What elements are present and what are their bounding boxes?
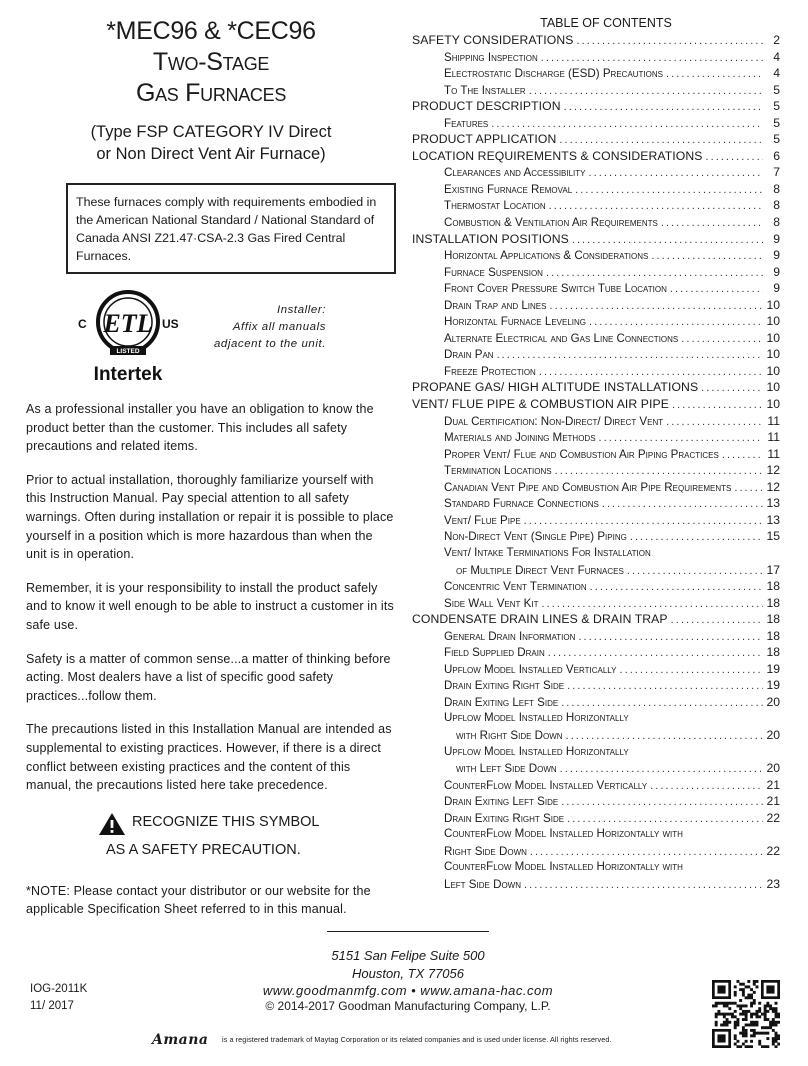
toc-entry[interactable] xyxy=(412,347,780,364)
toc-entry-page: 21 xyxy=(766,794,780,809)
intro-paragraph: Remember, it is your responsibility to install the product safely and to know it well enough to be able to instruct a customer in its safe use. xyxy=(26,580,394,632)
toc-dot-leader xyxy=(630,531,763,543)
address-line-2: Houston, TX 77056 xyxy=(351,966,465,981)
recognize-line-2: AS A SAFETY PRECAUTION. xyxy=(106,841,301,858)
toc-dot-leader xyxy=(589,316,763,328)
toc-entry-page: 9 xyxy=(773,281,780,296)
qr-code-icon[interactable] xyxy=(712,980,780,1048)
toc-entry-label: To The Installer xyxy=(444,83,526,97)
toc-entry-label: Materials and Joining Methods xyxy=(444,431,596,445)
toc-entry-label: Horizontal Furnace Leveling xyxy=(444,315,586,329)
toc-entry-page: 9 xyxy=(773,248,780,263)
toc-entry-label: Drain Exiting Right Side xyxy=(444,679,565,693)
toc-entry[interactable] xyxy=(412,711,780,728)
toc-entry[interactable] xyxy=(412,579,780,596)
toc-entry-label: Field Supplied Drain xyxy=(444,646,545,660)
table-of-contents xyxy=(412,16,780,893)
safety-symbol-notice xyxy=(26,810,396,866)
trademark-notice: is a registered trademark of Maytag Corporation or its related companies and is used under license. All rights reserved. xyxy=(222,1035,612,1044)
toc-entry[interactable] xyxy=(412,265,780,282)
toc-entry[interactable] xyxy=(412,83,780,100)
installer-note xyxy=(214,302,326,353)
toc-entry-page: 5 xyxy=(773,115,780,130)
toc-entry-label: SAFETY CONSIDERATIONS xyxy=(412,33,574,47)
toc-entry-page: 18 xyxy=(766,645,780,660)
toc-dot-leader xyxy=(559,134,763,146)
toc-entry-label: PRODUCT DESCRIPTION xyxy=(412,99,561,114)
toc-entry-page: 6 xyxy=(773,148,780,163)
toc-dot-leader xyxy=(491,118,763,130)
document-id xyxy=(30,981,87,1015)
toc-entry-label: with Left Side Down xyxy=(456,762,557,776)
toc-entry-label: Standard Furnace Connections xyxy=(444,497,599,511)
toc-entry-page: 4 xyxy=(773,49,780,64)
toc-dot-leader xyxy=(497,349,763,361)
toc-entry-label: Side Wall Vent Kit xyxy=(444,596,539,610)
toc-dot-leader xyxy=(567,813,763,825)
toc-entry-page: 10 xyxy=(766,363,780,378)
toc-entry[interactable] xyxy=(412,546,780,563)
toc-entry-label: CounterFlow Model Installed Vertically xyxy=(444,778,648,792)
toc-entry-page: 10 xyxy=(766,314,780,329)
intro-text xyxy=(26,400,396,795)
toc-entry[interactable] xyxy=(412,596,780,613)
toc-entry-label: Concentric Vent Termination xyxy=(444,580,587,594)
toc-dot-leader xyxy=(576,35,763,47)
toc-entry[interactable] xyxy=(412,331,780,348)
toc-entry[interactable] xyxy=(412,430,780,447)
toc-entry-page: 9 xyxy=(773,264,780,279)
compliance-box: These furnaces comply with requirements embodied in the American National Standard / National Standard of Canada ANSI Z21.47·CSA-2.3 Gas Fired Central Furnaces. xyxy=(66,183,396,274)
toc-entry-label: Horizontal Applications & Considerations xyxy=(444,249,649,263)
toc-entry-label: Dual Certification: Non-Direct/ Direct Vent xyxy=(444,414,664,428)
intertek-brand: Intertek xyxy=(93,364,163,384)
toc-entry-page: 21 xyxy=(766,777,780,792)
toc-entry-label: PROPANE GAS/ HIGH ALTITUDE INSTALLATIONS xyxy=(412,380,699,395)
toc-entry-page: 13 xyxy=(766,512,780,527)
toc-entry[interactable] xyxy=(412,232,780,249)
toc-entry[interactable] xyxy=(412,215,780,232)
toc-entry-label: Combustion & Ventilation Air Requirements xyxy=(444,216,658,230)
toc-dot-leader xyxy=(619,664,763,676)
toc-entry[interactable] xyxy=(412,182,780,199)
toc-entry-label: PRODUCT APPLICATION xyxy=(412,132,557,147)
toc-entry-label: CounterFlow Model Installed Horizontally with xyxy=(444,827,683,841)
toc-entry-label: Front Cover Pressure Switch Tube Location xyxy=(444,282,667,296)
toc-dot-leader xyxy=(705,151,763,163)
installer-line: Affix all manuals xyxy=(232,321,326,333)
toc-entry-label: CONDENSATE DRAIN LINES & DRAIN TRAP xyxy=(412,612,668,627)
toc-entry-label: Drain Pan xyxy=(444,348,494,362)
left-column xyxy=(26,16,396,919)
toc-dot-leader xyxy=(590,581,763,593)
toc-entry-page: 17 xyxy=(766,562,780,577)
toc-dot-leader xyxy=(549,200,763,212)
intro-paragraph: The precautions listed in this Installation Manual are intended as supplemental to existing practices. However, if there is a direct conflict between existing practices and the content of this manual, the precautions listed here take precedence. xyxy=(26,722,392,793)
toc-entry-page: 12 xyxy=(766,479,780,494)
toc-entry[interactable] xyxy=(412,33,780,50)
toc-dot-leader xyxy=(561,796,763,808)
toc-entry-label: Alternate Electrical and Gas Line Connections xyxy=(444,331,679,345)
copyright: © 2014-2017 Goodman Manufacturing Company, L.P. xyxy=(265,999,551,1013)
toc-entry-label: Drain Exiting Left Side xyxy=(444,795,559,809)
intro-paragraph: As a professional installer you have an obligation to know the product better than the customer. This includes all safety precautions and related items. xyxy=(26,402,374,454)
toc-entry[interactable] xyxy=(412,99,780,116)
toc-entry[interactable] xyxy=(412,298,780,315)
doc-date: 11/ 2017 xyxy=(30,1000,74,1012)
toc-entry-label: Shipping Inspection xyxy=(444,50,538,64)
toc-dot-leader xyxy=(651,250,763,262)
toc-dot-leader xyxy=(541,52,763,64)
toc-dot-leader xyxy=(681,333,763,345)
toc-entry-label: Features xyxy=(444,116,489,130)
toc-dot-leader xyxy=(529,85,763,97)
toc-entry[interactable] xyxy=(412,529,780,546)
toc-entry-label: Left Side Down xyxy=(444,877,521,891)
toc-entry[interactable] xyxy=(412,248,780,265)
toc-entry-page: 20 xyxy=(766,761,780,776)
toc-entry-label: CounterFlow Model Installed Horizontally with xyxy=(444,860,683,874)
toc-dot-leader xyxy=(572,234,763,246)
toc-entry-label: Drain Trap and Lines xyxy=(444,298,547,312)
toc-dot-leader xyxy=(666,416,763,428)
title-line-2: Two-Stage xyxy=(152,48,270,76)
toc-entry-label: Furnace Suspension xyxy=(444,265,543,279)
toc-entry[interactable] xyxy=(412,728,780,745)
toc-entry-page: 11 xyxy=(767,413,780,428)
toc-entry[interactable] xyxy=(412,629,780,646)
toc-entry-page: 19 xyxy=(766,678,780,693)
toc-entry[interactable] xyxy=(412,513,780,530)
toc-entry-page: 8 xyxy=(773,198,780,213)
toc-entry-page: 12 xyxy=(766,463,780,478)
toc-dot-leader xyxy=(734,482,763,494)
toc-entry-label: Upflow Model Installed Vertically xyxy=(444,662,617,676)
toc-entry[interactable] xyxy=(412,496,780,513)
toc-entry-label: Right Side Down xyxy=(444,844,527,858)
toc-dot-leader xyxy=(560,763,763,775)
toc-dot-leader xyxy=(670,283,763,295)
toc-entry-label: Drain Exiting Right Side xyxy=(444,811,565,825)
toc-entry[interactable] xyxy=(412,662,780,679)
toc-entry-page: 11 xyxy=(767,446,780,461)
toc-entry-label: Clearances and Accessibility xyxy=(444,166,586,180)
toc-entry[interactable] xyxy=(412,397,780,414)
toc-dot-leader xyxy=(546,267,763,279)
intro-paragraph: Prior to actual installation, thoroughly familiarize yourself with this Instruction Manual. Pay special attention to all safety warnings. Often during installation or repair it is possible to place yourself in a position which is more hazardous than when the unit is in operation. xyxy=(26,472,394,562)
toc-dot-leader xyxy=(566,730,763,742)
toc-dot-leader xyxy=(555,465,763,477)
toc-entry-label: Vent/ Intake Terminations For Installation xyxy=(444,545,651,559)
toc-entry-page: 10 xyxy=(766,297,780,312)
toc-dot-leader xyxy=(599,432,763,444)
toc-entry[interactable] xyxy=(412,480,780,497)
toc-entry-page: 22 xyxy=(766,843,780,858)
toc-entry-label: Drain Exiting Left Side xyxy=(444,695,559,709)
toc-entry[interactable] xyxy=(412,198,780,215)
toc-entry-label: INSTALLATION POSITIONS xyxy=(412,231,569,246)
toc-entry[interactable] xyxy=(412,794,780,811)
certification-area xyxy=(26,288,396,388)
toc-entry-label: Upflow Model Installed Horizontally xyxy=(444,744,629,758)
document-subtitle xyxy=(26,121,396,165)
toc-entry-page: 13 xyxy=(766,496,780,511)
toc-dot-leader xyxy=(661,217,763,229)
toc-dot-leader xyxy=(627,565,763,577)
toc-entry[interactable] xyxy=(412,778,780,795)
toc-entry[interactable] xyxy=(412,414,780,431)
toc-entry-page: 5 xyxy=(773,99,780,114)
toc-entry[interactable] xyxy=(412,463,780,480)
toc-entry-page: 19 xyxy=(766,661,780,676)
footer-divider xyxy=(327,931,489,932)
toc-entry-page: 4 xyxy=(773,66,780,81)
toc-entry-label: Termination Locations xyxy=(444,464,552,478)
toc-entry-page: 23 xyxy=(766,876,780,891)
toc-dot-leader xyxy=(549,300,763,312)
toc-entry[interactable] xyxy=(412,695,780,712)
toc-entry[interactable] xyxy=(412,66,780,83)
toc-entry-page: 10 xyxy=(766,347,780,362)
etl-listed-logo xyxy=(70,288,190,384)
toc-entry-label: Electrostatic Discharge (ESD) Precautions xyxy=(444,67,664,81)
toc-entry[interactable] xyxy=(412,165,780,182)
toc-dot-leader xyxy=(539,366,763,378)
toc-entry-page: 5 xyxy=(773,82,780,97)
doc-number: IOG-2011K xyxy=(30,983,88,995)
toc-entry-page: 18 xyxy=(766,628,780,643)
toc-entry[interactable] xyxy=(412,877,780,894)
etl-left-letter: C xyxy=(78,317,87,331)
warning-triangle-icon xyxy=(98,812,126,836)
specification-note: *NOTE: Please contact your distributor or our website for the applicable Specification Sheet referred to in this manual. xyxy=(26,883,371,917)
document-title xyxy=(26,16,396,109)
toc-entry-label: Upflow Model Installed Horizontally xyxy=(444,711,629,725)
toc-entry-page: 5 xyxy=(773,132,780,147)
toc-entry-page: 7 xyxy=(773,165,780,180)
toc-dot-leader xyxy=(542,598,764,610)
toc-entry[interactable] xyxy=(412,447,780,464)
toc-entry-label: Proper Vent/ Flue and Combustion Air Piping Practices xyxy=(444,447,719,461)
toc-entry[interactable] xyxy=(412,314,780,331)
toc-heading: TABLE OF CONTENTS xyxy=(540,16,672,30)
amana-logo: Amana xyxy=(152,1032,209,1048)
toc-entry[interactable] xyxy=(412,132,780,149)
toc-entry-page: 15 xyxy=(766,529,780,544)
toc-dot-leader xyxy=(578,631,763,643)
toc-entry[interactable] xyxy=(412,563,780,580)
toc-dot-leader xyxy=(650,780,763,792)
toc-entry-page: 18 xyxy=(766,579,780,594)
toc-entry[interactable] xyxy=(412,745,780,762)
etl-right-letters: US xyxy=(162,317,179,331)
toc-entry[interactable] xyxy=(412,811,780,828)
toc-entry-page: 22 xyxy=(766,810,780,825)
installer-line: Installer: xyxy=(276,304,326,316)
toc-dot-leader xyxy=(666,68,763,80)
title-line-1: *MEC96 & *CEC96 xyxy=(106,17,316,45)
toc-entry-page: 18 xyxy=(766,595,780,610)
toc-entry-page: 8 xyxy=(773,181,780,196)
toc-entry-label: Vent/ Flue Pipe xyxy=(444,513,521,527)
toc-list xyxy=(412,33,780,893)
toc-entry-page: 2 xyxy=(773,33,780,47)
toc-dot-leader xyxy=(722,449,763,461)
etl-mark-text: ETL xyxy=(103,309,153,338)
toc-entry-page: 10 xyxy=(766,380,780,395)
toc-entry-label: Canadian Vent Pipe and Combustion Air Pipe Requirements xyxy=(444,480,732,494)
title-line-3: Gas Furnaces xyxy=(135,79,287,107)
toc-dot-leader xyxy=(672,399,763,411)
toc-entry-page: 20 xyxy=(766,694,780,709)
toc-dot-leader xyxy=(524,515,763,527)
toc-dot-leader xyxy=(564,101,763,113)
toc-entry-page: 10 xyxy=(766,397,780,412)
toc-entry[interactable] xyxy=(412,645,780,662)
toc-entry[interactable] xyxy=(412,149,780,166)
subtitle-line-1: (Type FSP CATEGORY IV Direct xyxy=(90,123,332,141)
toc-entry[interactable] xyxy=(412,860,780,877)
toc-dot-leader xyxy=(602,498,763,510)
toc-dot-leader xyxy=(575,184,763,196)
toc-dot-leader xyxy=(589,167,764,179)
toc-entry[interactable] xyxy=(412,844,780,861)
toc-entry-label: Thermostat Location xyxy=(444,199,546,213)
toc-entry[interactable] xyxy=(412,116,780,133)
toc-dot-leader xyxy=(701,382,763,394)
subtitle-line-2: or Non Direct Vent Air Furnace) xyxy=(96,145,326,163)
etl-listed-text: LISTED xyxy=(116,348,140,355)
toc-entry-page: 9 xyxy=(773,231,780,246)
toc-entry[interactable] xyxy=(412,612,780,629)
toc-entry-page: 10 xyxy=(766,330,780,345)
toc-entry[interactable] xyxy=(412,678,780,695)
toc-entry[interactable] xyxy=(412,364,780,381)
toc-entry-label: VENT/ FLUE PIPE & COMBUSTION AIR PIPE xyxy=(412,397,669,412)
intro-paragraph: Safety is a matter of common sense...a matter of thinking before acting. Most dealers have a list of specific good safety practices...follow them. xyxy=(26,651,391,703)
toc-entry-page: 11 xyxy=(767,430,780,445)
toc-entry[interactable] xyxy=(412,281,780,298)
toc-dot-leader xyxy=(524,879,763,891)
toc-entry-page: 18 xyxy=(766,612,780,627)
toc-entry-label: with Right Side Down xyxy=(456,728,563,742)
toc-entry-label: Existing Furnace Removal xyxy=(444,182,573,196)
toc-dot-leader xyxy=(548,647,763,659)
toc-entry[interactable] xyxy=(412,761,780,778)
toc-entry-label: General Drain Information xyxy=(444,629,576,643)
toc-entry[interactable] xyxy=(412,827,780,844)
toc-entry-label: LOCATION REQUIREMENTS & CONSIDERATIONS xyxy=(412,148,703,163)
toc-entry-label: Non-Direct Vent (Single Pipe) Piping xyxy=(444,530,627,544)
toc-dot-leader xyxy=(671,614,763,626)
toc-entry-page: 20 xyxy=(766,727,780,742)
toc-dot-leader xyxy=(530,846,763,858)
toc-entry-page: 8 xyxy=(773,215,780,230)
address-line-1: 5151 San Felipe Suite 500 xyxy=(331,948,485,963)
toc-dot-leader xyxy=(561,697,763,709)
recognize-line-1: RECOGNIZE THIS SYMBOL xyxy=(132,813,320,830)
toc-entry[interactable] xyxy=(412,50,780,67)
toc-entry[interactable] xyxy=(412,380,780,397)
toc-dot-leader xyxy=(567,680,763,692)
website-links[interactable]: www.goodmanmfg.com • www.amana-hac.com xyxy=(262,983,554,998)
installer-line: adjacent to the unit. xyxy=(213,338,326,350)
toc-entry-label: of Multiple Direct Vent Furnaces xyxy=(456,563,624,577)
toc-entry-label: Freeze Protection xyxy=(444,364,536,378)
